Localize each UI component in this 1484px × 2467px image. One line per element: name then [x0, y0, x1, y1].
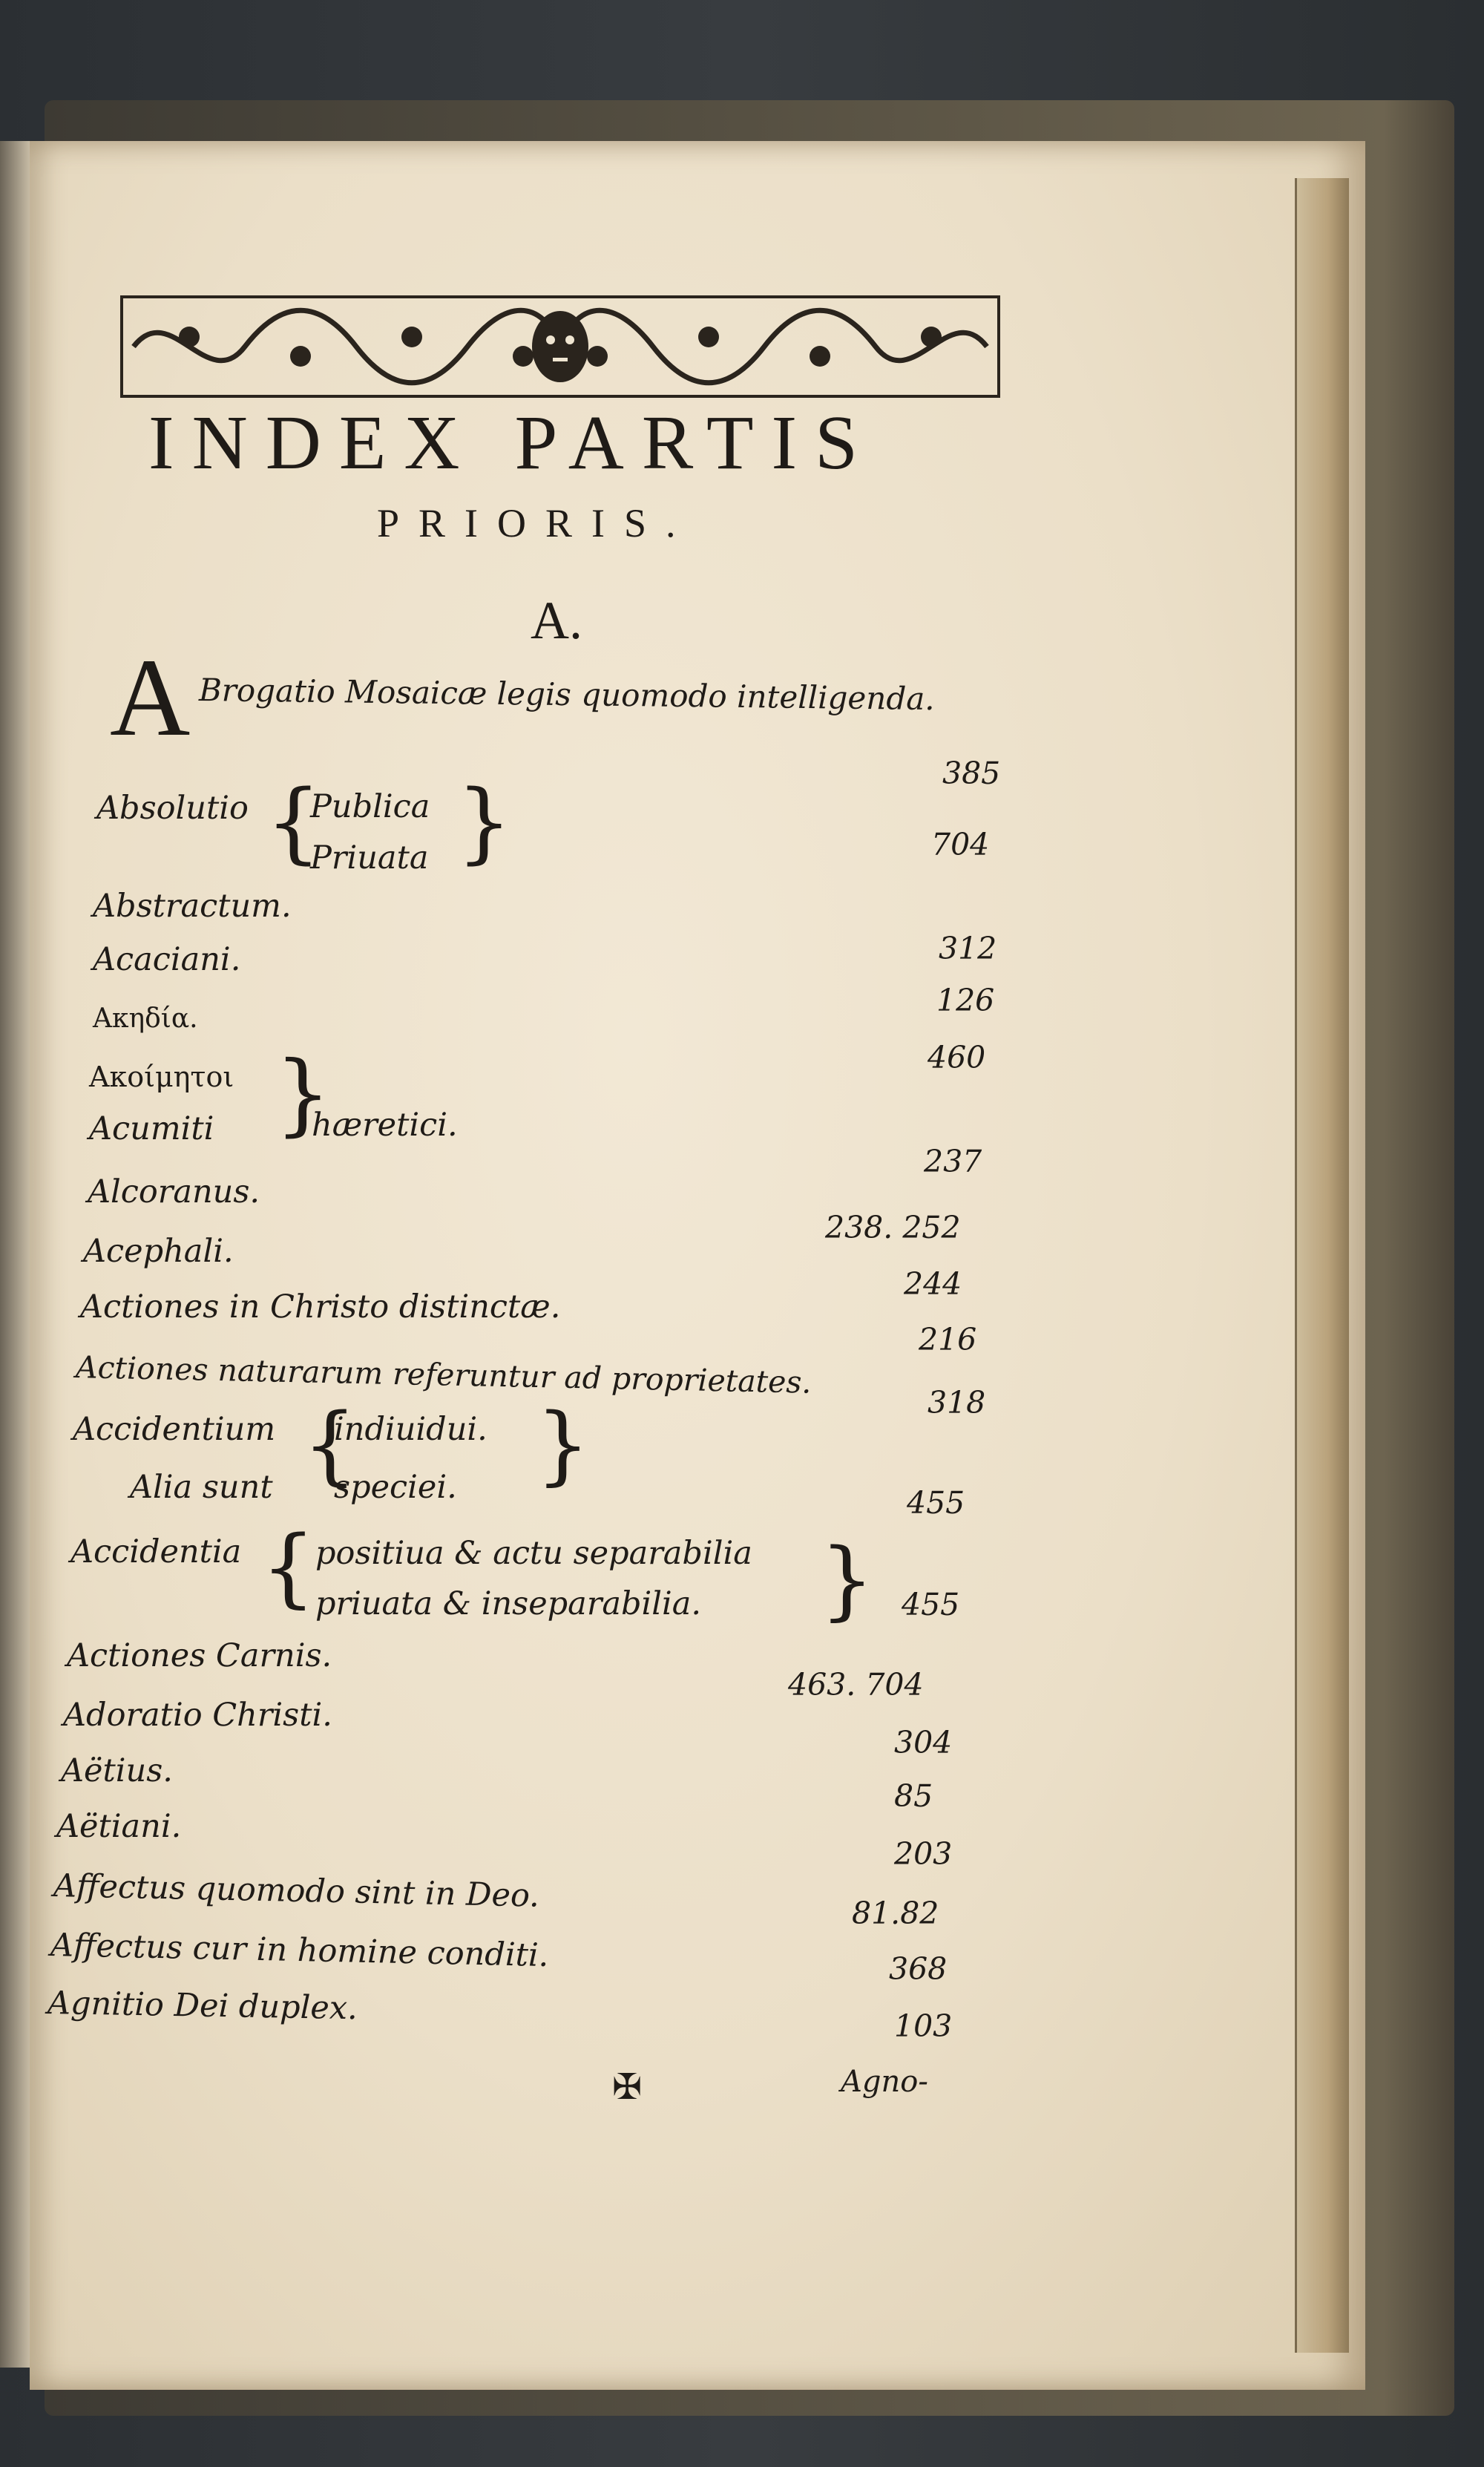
entry-accidentia: Accidentia: [70, 1533, 242, 1570]
page-ref-akedia: 460: [928, 1040, 986, 1075]
entry-akoimetoi: Ακοίμητοι: [89, 1061, 234, 1093]
brace-close: }: [536, 1395, 591, 1495]
entry-positiua: positiua & actu separabilia: [315, 1535, 752, 1572]
entry-affectus-homine: Affectus cur in homine conditi.: [50, 1927, 549, 1975]
brace-open: {: [261, 1518, 316, 1617]
entry-aetius: Aëtius.: [61, 1752, 173, 1789]
entry-speciei: speciei.: [334, 1469, 457, 1506]
entry-agnitio: Agnitio Dei duplex.: [47, 1985, 358, 2028]
entry-absolutio: Absolutio: [96, 790, 249, 827]
entry-alia-sunt: Alia sunt: [130, 1469, 273, 1506]
page-ref-actiones-christo: 216: [919, 1322, 977, 1357]
index-title: INDEX PARTIS: [148, 400, 876, 485]
entry-aetiani: Aëtiani.: [56, 1808, 182, 1845]
page-ref-haeretici: 237: [924, 1144, 982, 1179]
entry-haeretici: hæretici.: [312, 1107, 458, 1144]
headpiece-ornament: [119, 291, 1002, 402]
page-ref-acaciani: 126: [936, 983, 995, 1018]
page-ref-abstractum: 312: [939, 931, 997, 966]
page-ref-adoratio: 304: [894, 1725, 953, 1760]
entry-alcoranus: Alcoranus.: [88, 1173, 260, 1210]
signature-mark: ✠: [612, 2066, 643, 2108]
drop-cap: A: [110, 636, 191, 759]
entry-acaciani: Acaciani.: [93, 941, 241, 978]
entry-actiones-naturarum: Actiones naturarum referuntur ad proprietates.: [75, 1349, 812, 1400]
index-subtitle: PRIORIS.: [377, 501, 695, 546]
page-ref-absolutio: 704: [931, 827, 990, 862]
entry-absolutio-priuata: Priuata: [310, 839, 429, 877]
page-ref-accidentium: 455: [907, 1485, 965, 1521]
brace-open: {: [266, 770, 322, 873]
page-ref-acephali: 244: [904, 1266, 962, 1302]
entry-indiuidui: indiuidui.: [334, 1411, 487, 1448]
page-ref-alcoranus: 238. 252: [825, 1210, 961, 1245]
page-ref-accidentia: 455: [902, 1587, 960, 1622]
entry-actiones-carnis: Actiones Carnis.: [67, 1637, 332, 1674]
brace-close: }: [820, 1530, 875, 1630]
page-ref-aetiani: 203: [894, 1836, 953, 1872]
page-ref-affectus-deo: 81.82: [852, 1896, 939, 1931]
entry-absolutio-publica: Publica: [310, 788, 430, 825]
entry-acumiti: Acumiti: [89, 1110, 214, 1147]
section-letter: A.: [531, 591, 582, 650]
catchword: Agno-: [841, 2065, 928, 2099]
page-ref-actiones-naturarum: 318: [928, 1385, 986, 1421]
brace-close: }: [456, 770, 513, 873]
entry-acephali: Acephali.: [83, 1233, 234, 1270]
entry-adoratio: Adoratio Christi.: [63, 1697, 332, 1734]
brace-open: {: [303, 1395, 358, 1495]
entry-priuata: priuata & inseparabilia.: [315, 1585, 702, 1622]
page-ref-aetius: 85: [894, 1778, 933, 1814]
brace-close: }: [275, 1043, 332, 1146]
page-ref-agnitio: 103: [894, 2008, 953, 2044]
entry-abrogatio: Brogatio Mosaicæ legis quomodo intelligenda.: [198, 672, 935, 718]
page-ref-abrogatio: 385: [942, 756, 1001, 791]
entry-actiones-christo: Actiones in Christo distinctæ.: [80, 1288, 561, 1326]
page-ref-actiones-carnis: 463. 704: [788, 1667, 924, 1703]
entry-abstractum: Abstractum.: [93, 888, 292, 925]
page-ref-affectus-homine: 368: [889, 1951, 948, 1987]
entry-affectus-deo: Affectus quomodo sint in Deo.: [53, 1867, 540, 1915]
entry-akedia: Ακηδία.: [93, 1003, 198, 1034]
entry-accidentium: Accidentium: [73, 1411, 276, 1448]
